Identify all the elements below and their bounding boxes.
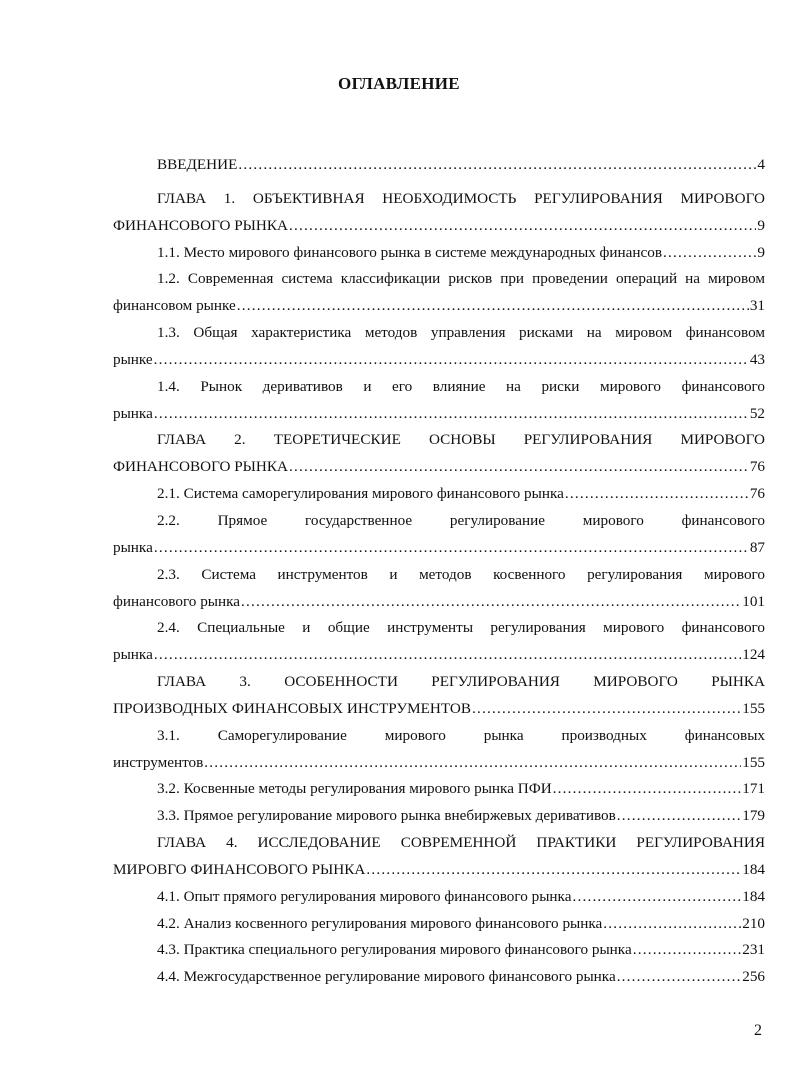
toc-entry-text: 3.3. Прямое регулирование мирового рынка внебиржевых деривативов <box>157 807 616 825</box>
toc-entry-text: 4.1. Опыт прямого регулирования мирового финансового рынка <box>157 887 572 905</box>
toc-page-number: 9 <box>757 243 765 261</box>
toc-entry-text: 3.1. Саморегулирование мирового рынка производных финансовых <box>157 726 765 744</box>
toc-entry[interactable] <box>113 669 765 723</box>
toc-entry-text: рынка <box>113 404 153 422</box>
toc-entry[interactable] <box>113 508 765 562</box>
dot-leader <box>553 776 742 803</box>
toc-entry-text: ГЛАВА 2. ТЕОРЕТИЧЕСКИЕ ОСНОВЫ РЕГУЛИРОВАНИЯ МИРОВОГО <box>157 431 765 449</box>
dot-leader <box>204 750 741 777</box>
dot-leader <box>289 454 749 481</box>
toc-entry-last-line <box>113 857 765 884</box>
toc-entry-text: рынка <box>113 646 153 664</box>
dot-leader <box>154 401 749 428</box>
toc-entry[interactable] <box>113 937 765 964</box>
toc-page-number: 4 <box>757 156 765 173</box>
toc-entry-last-line <box>113 152 765 179</box>
toc-entry-text: 2.4. Специальные и общие инструменты регулирования мирового финансового <box>157 619 765 637</box>
toc-entry-text: ГЛАВА 4. ИССЛЕДОВАНИЕ СОВРЕМЕННОЙ ПРАКТИКИ РЕГУЛИРОВАНИЯ <box>157 834 765 852</box>
toc-entry-text: рынке <box>113 350 153 368</box>
toc-entry[interactable] <box>113 964 765 991</box>
toc-page-number: 76 <box>749 485 765 503</box>
toc-entry-text: 2.1. Система саморегулирования мирового финансового рынка <box>157 485 564 503</box>
dot-leader <box>237 293 749 320</box>
toc-entry[interactable] <box>113 562 765 616</box>
toc-entry[interactable] <box>113 803 765 830</box>
toc-page-number: 184 <box>742 860 765 878</box>
toc-page-number: 52 <box>749 404 765 422</box>
toc-entry[interactable] <box>113 615 765 669</box>
table-of-contents <box>113 152 765 991</box>
toc-entry-last-line <box>113 347 765 374</box>
toc-entry-text: рынка <box>113 538 153 556</box>
toc-entry-last-line <box>113 454 765 481</box>
toc-page-number: 256 <box>742 968 765 986</box>
toc-entry[interactable] <box>113 481 765 508</box>
toc-entry[interactable] <box>113 427 765 481</box>
dot-leader <box>472 696 741 723</box>
toc-entry-text: ГЛАВА 3. ОСОБЕННОСТИ РЕГУЛИРОВАНИЯ МИРОВОГО РЫНКА <box>157 673 765 691</box>
toc-entry-text: 2.2. Прямое государственное регулирование мирового финансового <box>157 511 765 529</box>
toc-page-number: 31 <box>749 297 765 315</box>
toc-entry-last-line <box>113 696 765 723</box>
toc-entry-last-line <box>113 776 765 803</box>
toc-entry-text: ФИНАНСОВОГО РЫНКА <box>113 458 288 476</box>
toc-page-number: 184 <box>742 887 765 905</box>
toc-entry-text: 1.3. Общая характеристика методов управления рисками на мировом финансовом <box>157 324 765 342</box>
toc-entry[interactable] <box>113 911 765 938</box>
toc-entry-text: финансовом рынке <box>113 297 236 315</box>
toc-entry-last-line <box>113 937 765 964</box>
toc-page-number: 155 <box>742 699 765 717</box>
toc-entry[interactable] <box>113 723 765 777</box>
toc-entry-text: ВВЕДЕНИЕ <box>157 156 238 173</box>
toc-entry-text: ПРОИЗВОДНЫХ ФИНАНСОВЫХ ИНСТРУМЕНТОВ <box>113 699 472 717</box>
toc-entry[interactable] <box>113 374 765 428</box>
toc-entry-last-line <box>113 535 765 562</box>
toc-page-number: 179 <box>742 807 765 825</box>
dot-leader <box>241 589 741 616</box>
page-number: 2 <box>754 1022 762 1039</box>
dot-leader <box>572 884 741 911</box>
toc-page-number: 101 <box>742 592 765 610</box>
toc-entry-last-line <box>113 642 765 669</box>
toc-entry-text: финансового рынка <box>113 592 241 610</box>
toc-entry-last-line <box>113 911 765 938</box>
toc-entry[interactable] <box>113 240 765 267</box>
toc-page-number: 124 <box>742 646 765 664</box>
toc-entry-last-line <box>113 293 765 320</box>
toc-entry-text: 1.1. Место мирового финансового рынка в системе международных финансов <box>157 243 663 261</box>
toc-page-number: 171 <box>742 780 765 798</box>
dot-leader <box>663 240 756 267</box>
toc-entry-last-line <box>113 803 765 830</box>
toc-entry-text: 2.3. Система инструментов и методов косвенного регулирования мирового <box>157 565 765 583</box>
toc-page-number: 43 <box>749 350 765 368</box>
toc-entry-text: 4.2. Анализ косвенного регулирования мирового финансового рынка <box>157 914 603 932</box>
toc-entry[interactable] <box>113 776 765 803</box>
dot-leader <box>154 642 741 669</box>
toc-entry-last-line <box>113 750 765 777</box>
toc-entry-text: МИРОВГО ФИНАНСОВОГО РЫНКА <box>113 860 366 878</box>
dot-leader <box>238 152 756 179</box>
toc-entry-last-line <box>113 589 765 616</box>
dot-leader <box>154 347 749 374</box>
toc-entry[interactable] <box>113 266 765 320</box>
toc-entry-last-line <box>113 481 765 508</box>
toc-entry-text: инструментов <box>113 753 204 771</box>
toc-entry-text: 1.4. Рынок деривативов и его влияние на риски мирового финансового <box>157 377 765 395</box>
toc-page-number: 210 <box>742 914 765 932</box>
toc-entry-text: ФИНАНСОВОГО РЫНКА <box>113 216 288 234</box>
dot-leader <box>154 535 749 562</box>
toc-entry-text: ГЛАВА 1. ОБЪЕКТИВНАЯ НЕОБХОДИМОСТЬ РЕГУЛИРОВАНИЯ МИРОВОГО <box>157 189 765 207</box>
toc-entry[interactable] <box>113 320 765 374</box>
toc-page-number: 76 <box>749 458 765 476</box>
dot-leader <box>633 937 742 964</box>
toc-entry-text: 4.4. Межгосударственное регулирование мирового финансового рынка <box>157 968 616 986</box>
toc-entry-last-line <box>113 964 765 991</box>
toc-page-number: 9 <box>757 216 765 234</box>
dot-leader <box>617 803 741 830</box>
toc-entry-text: 1.2. Современная система классификации рисков при проведении операций на мировом <box>157 270 765 288</box>
dot-leader <box>603 911 741 938</box>
toc-entry-text: 4.3. Практика специального регулирования мирового финансового рынка <box>157 941 632 959</box>
dot-leader <box>366 857 741 884</box>
dot-leader <box>565 481 749 508</box>
toc-entry-last-line <box>113 240 765 267</box>
page-title: ОГЛАВЛЕНИЕ <box>338 74 460 93</box>
toc-page-number: 87 <box>749 538 765 556</box>
toc-entry-last-line <box>113 884 765 911</box>
dot-leader <box>289 213 756 240</box>
toc-page-number: 231 <box>742 941 765 959</box>
toc-entry-last-line <box>113 401 765 428</box>
toc-entry[interactable] <box>113 830 765 884</box>
dot-leader <box>617 964 742 991</box>
toc-entry[interactable] <box>113 152 765 179</box>
toc-entry-text: 3.2. Косвенные методы регулирования мирового рынка ПФИ <box>157 780 552 798</box>
toc-entry[interactable] <box>113 884 765 911</box>
toc-page-number: 155 <box>742 753 765 771</box>
toc-entry-last-line <box>113 213 765 240</box>
toc-entry[interactable] <box>113 186 765 240</box>
